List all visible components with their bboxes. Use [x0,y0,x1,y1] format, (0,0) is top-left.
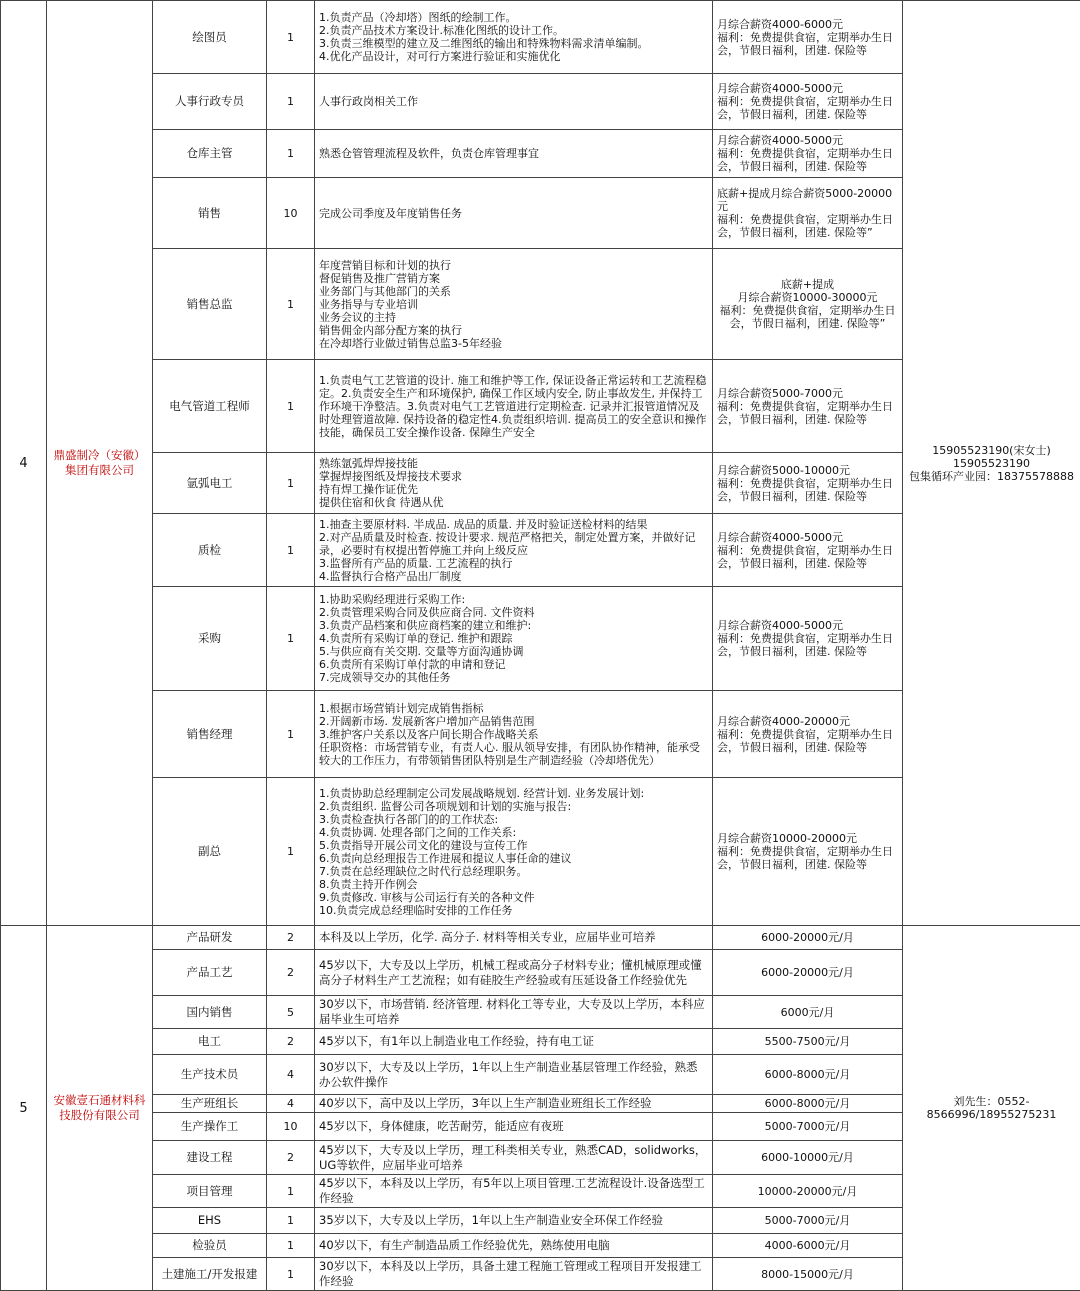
position-salary: 5000-7000元/月 [713,1113,903,1141]
position-title: 销售经理 [153,691,267,778]
position-count: 5 [267,996,315,1029]
position-description: 30岁以下，市场营销. 经济管理. 材料化工等专业，大专及以上学历，本科应届毕业生可培养 [315,996,713,1029]
position-count: 2 [267,950,315,996]
position-salary: 8000-15000元/月 [713,1258,903,1291]
company-number: 4 [1,1,47,926]
position-salary: 10000-20000元/月 [713,1175,903,1208]
position-description: 1.负责协助总经理制定公司发展战略规划. 经营计划. 业务发展计划: 2.负责组织. 监督公司各项规划和计划的实施与报告: 3.负责检查执行各部门的的工作状态: 4.负责协调. 处理各部门之间的工作关系: 5.负责指导开展公司文化的建设与宣传工作 6.负责向总经理报告工作进展和提议人事任命的建议 7.负责在总经理缺位之时代行总经理职务。 8.负责主持开作例会 9.负责修改. 审核与公司运行有关的各种文件 10.负责完成总经理临时安排的工作任务 [315,778,713,926]
position-description: 35岁以下，大专及以上学历，1年以上生产制造业安全环保工作经验 [315,1208,713,1234]
position-description: 40岁以下，有生产制造品质工作经验优先，熟练使用电脑 [315,1234,713,1258]
position-description: 1.负责产品（冷却塔）图纸的绘制工作。 2.负责产品技术方案设计.标准化图纸的设计工作。 3.负责三维模型的建立及二维图纸的输出和特殊物料需求清单编制。 4.优化产品设计，对可行方案进行验证和实施优化 [315,1,713,74]
position-description: 年度营销目标和计划的执行 督促销售及推广营销方案 业务部门与其他部门的关系 业务指导与专业培训 业务会议的主持 销售佣金内部分配方案的执行 在冷却塔行业做过销售总监3-5年经验 [315,249,713,360]
position-description: 本科及以上学历，化学. 高分子. 材料等相关专业，应届毕业可培养 [315,926,713,950]
position-title: 销售总监 [153,249,267,360]
position-salary: 5000-7000元/月 [713,1208,903,1234]
position-title: 绘图员 [153,1,267,74]
position-description: 30岁以下，本科及以上学历，具备土建工程施工管理或工程项目开发报建工作经验 [315,1258,713,1291]
position-title: 检验员 [153,1234,267,1258]
position-salary: 月综合薪资4000-6000元 福利：免费提供食宿，定期举办生日会，节假日福利，团建. 保险等 [713,1,903,74]
position-count: 2 [267,1141,315,1175]
position-description: 1.根据市场营销计划完成销售指标 2.开阔新市场. 发展新客户增加产品销售范围 3.维护客户关系以及客户间长期合作战略关系 任职资格：市场营销专业，有责人心. 服从领导安排，有团队协作精神，能承受较大的工作压力，有带领销售团队特别是生产制造经验（冷却塔优先） [315,691,713,778]
position-title: 人事行政专员 [153,74,267,130]
position-count: 1 [267,1234,315,1258]
position-salary: 月综合薪资4000-20000元 福利：免费提供食宿，定期举办生日会，节假日福利，团建. 保险等 [713,691,903,778]
position-count: 2 [267,1029,315,1055]
company-contact: 15905523190(宋女士) 15905523190 包集循环产业园：18375578888 [903,1,1080,926]
position-salary: 5500-7500元/月 [713,1029,903,1055]
position-title: 销售 [153,178,267,249]
position-title: 生产技术员 [153,1055,267,1095]
position-description: 40岁以下，高中及以上学历，3年以上生产制造业班组长工作经验 [315,1095,713,1113]
position-count: 10 [267,1113,315,1141]
position-count: 1 [267,1,315,74]
position-salary: 月综合薪资5000-7000元 福利：免费提供食宿，定期举办生日会，节假日福利，团建. 保险等 [713,360,903,453]
position-title: 产品工艺 [153,950,267,996]
position-title: 电气管道工程师 [153,360,267,453]
position-description: 熟悉仓管管理流程及软件，负责仓库管理事宜 [315,130,713,178]
position-salary: 月综合薪资4000-5000元 福利：免费提供食宿，定期举办生日会，节假日福利，团建. 保险等 [713,587,903,691]
position-title: 生产操作工 [153,1113,267,1141]
position-count: 1 [267,74,315,130]
position-title: 质检 [153,514,267,587]
position-salary: 月综合薪资4000-5000元 福利：免费提供食宿，定期举办生日会，节假日福利，团建. 保险等 [713,514,903,587]
position-salary: 6000-20000元/月 [713,950,903,996]
position-description: 45岁以下，本科及以上学历，有5年以上项目管理.工艺流程设计.设备选型工作经验 [315,1175,713,1208]
position-count: 1 [267,691,315,778]
position-count: 1 [267,587,315,691]
position-description: 1.负责电气工艺管道的设计. 施工和维护等工作, 保证设备正常运转和工艺流程稳定。2.负责安全生产和环境保护, 确保工作区域内安全, 防止事故发生, 并保持工作环境干净整洁。3.负责对电气工艺管道进行定期检查. 记录并汇报管道情况及时处理管道故障. 保持设备的稳定性4.负责组织培训. 提高员工的安全意识和操作技能，确保员工安全操作设备. 保障生产安全 [315,360,713,453]
position-description: 45岁以下，有1年以上制造业电工作经验，持有电工证 [315,1029,713,1055]
position-title: 氩弧电工 [153,453,267,514]
position-salary: 底薪+提成 月综合薪资10000-30000元 福利：免费提供食宿，定期举办生日会，节假日福利，团建. 保险等” [713,249,903,360]
position-title: 产品研发 [153,926,267,950]
position-title: 土建施工/开发报建 [153,1258,267,1291]
position-description: 人事行政岗相关工作 [315,74,713,130]
position-count: 1 [267,778,315,926]
position-salary: 月综合薪资4000-5000元 福利：免费提供食宿，定期举办生日会，节假日福利，团建. 保险等 [713,130,903,178]
position-salary: 6000-8000元/月 [713,1055,903,1095]
position-count: 10 [267,178,315,249]
company-name: 安徽壹石通材料科技股份有限公司 [47,926,153,1291]
position-salary: 月综合薪资4000-5000元 福利：免费提供食宿，定期举办生日会，节假日福利，团建. 保险等 [713,74,903,130]
position-title: 副总 [153,778,267,926]
position-count: 1 [267,1208,315,1234]
position-count: 4 [267,1055,315,1095]
company-contact: 刘先生：0552-8566996/18955275231 [903,926,1080,1291]
position-description: 45岁以下，身体健康，吃苦耐劳，能适应有夜班 [315,1113,713,1141]
position-salary: 6000-20000元/月 [713,926,903,950]
position-description: 熟练氩弧焊焊接技能 掌握焊接图纸及焊接技术要求 持有焊工操作证优先 提供住宿和伙食 待遇从优 [315,453,713,514]
position-salary: 底薪+提成月综合薪资5000-20000元 福利：免费提供食宿，定期举办生日会，节假日福利，团建. 保险等” [713,178,903,249]
position-title: 生产班组长 [153,1095,267,1113]
position-title: 电工 [153,1029,267,1055]
position-title: 仓库主管 [153,130,267,178]
position-salary: 月综合薪资5000-10000元 福利：免费提供食宿，定期举办生日会，节假日福利，团建. 保险等 [713,453,903,514]
position-count: 1 [267,360,315,453]
position-salary: 月综合薪资10000-20000元 福利：免费提供食宿，定期举办生日会，节假日福利，团建. 保险等 [713,778,903,926]
position-description: 30岁以下，大专及以上学历，1年以上生产制造业基层管理工作经验，熟悉办公软件操作 [315,1055,713,1095]
position-description: 45岁以下，大专及以上学历，机械工程或高分子材料专业；懂机械原理或懂高分子材料生产工艺流程；如有硅胶生产经验或有压延设备工作经验优先 [315,950,713,996]
position-description: 1.协助采购经理进行采购工作: 2.负责管理采购合同及供应商合同. 文件资料 3.负责产品档案和供应商档案的建立和维护: 4.负责所有采购订单的登记. 维护和跟踪 5.与供应商有关交期. 交量等方面沟通协调 6.负责所有采购订单付款的申请和登记 7.完成领导交办的其他任务 [315,587,713,691]
position-description: 完成公司季度及年度销售任务 [315,178,713,249]
position-salary: 6000-10000元/月 [713,1141,903,1175]
position-title: 采购 [153,587,267,691]
position-count: 1 [267,249,315,360]
position-count: 2 [267,926,315,950]
position-title: 建设工程 [153,1141,267,1175]
position-description: 1.抽查主要原材料. 半成品. 成品的质量. 并及时验证送检材料的结果 2.对产品质量及时检查. 按设计要求. 规范严格把关，制定处置方案，并做好记录，必要时有权提出暂停施工并向上级反应 3.监督所有产品的质量. 工艺流程的执行 4.监督执行合格产品出厂制度 [315,514,713,587]
position-count: 1 [267,1258,315,1291]
table-row [1,926,1080,950]
position-count: 1 [267,453,315,514]
position-count: 1 [267,1175,315,1208]
position-title: 国内销售 [153,996,267,1029]
position-description: 45岁以下，大专及以上学历，理工科类相关专业，熟悉CAD，solidworks，UG等软件，应届毕业可培养 [315,1141,713,1175]
table-row [1,1,1080,74]
position-salary: 6000-8000元/月 [713,1095,903,1113]
company-name: 鼎盛制冷（安徽）集团有限公司 [47,1,153,926]
position-count: 4 [267,1095,315,1113]
position-salary: 4000-6000元/月 [713,1234,903,1258]
position-count: 1 [267,514,315,587]
position-title: 项目管理 [153,1175,267,1208]
company-number: 5 [1,926,47,1291]
position-salary: 6000元/月 [713,996,903,1029]
position-count: 1 [267,130,315,178]
position-title: EHS [153,1208,267,1234]
